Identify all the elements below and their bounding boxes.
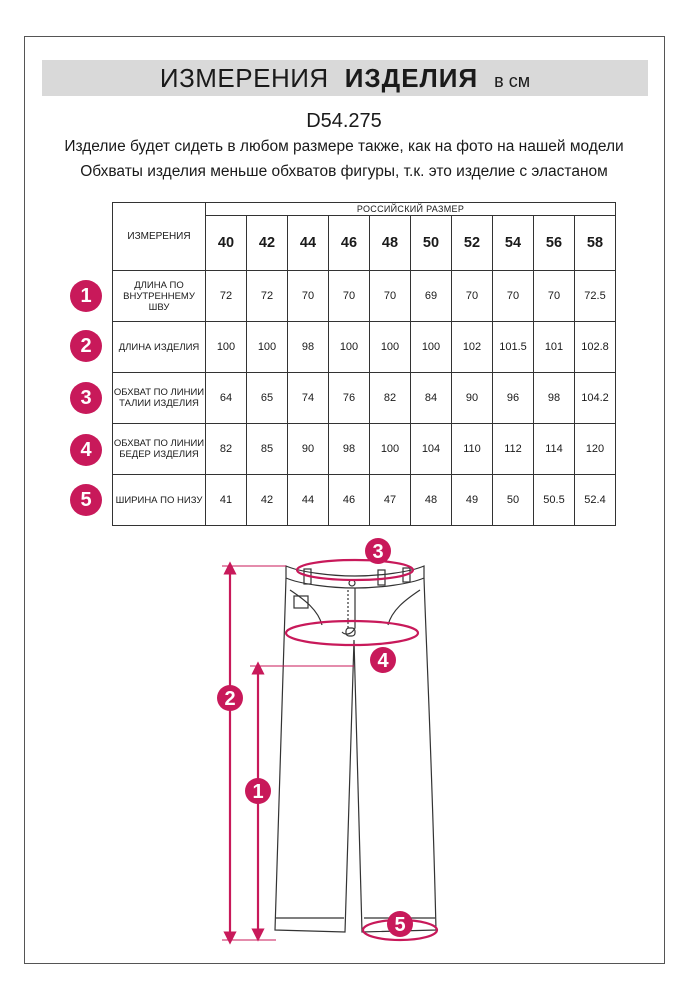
row-label: ОБХВАТ ПО ЛИНИИ ТАЛИИ ИЗДЕЛИЯ	[113, 373, 206, 424]
note-elastane: Обхваты изделия меньше обхватов фигуры, т.к. это изделие с эластаном	[80, 163, 608, 180]
diagram-marker-4	[370, 647, 396, 673]
svg-text:4: 4	[377, 650, 389, 672]
table-cell: 120	[575, 424, 616, 475]
title-bold: ИЗДЕЛИЯ	[344, 63, 479, 93]
table-cell: 50.5	[534, 475, 575, 526]
table-cell: 52.4	[575, 475, 616, 526]
table-cell: 44	[288, 475, 329, 526]
note-fit: Изделие будет сидеть в любом размере также, как на фото на нашей модели	[64, 138, 624, 155]
table-cell: 110	[452, 424, 493, 475]
size-header: 50	[411, 216, 452, 271]
size-header: 54	[493, 216, 534, 271]
size-header: 46	[329, 216, 370, 271]
table-cell: 101	[534, 322, 575, 373]
table-cell: 42	[247, 475, 288, 526]
table-cell: 98	[534, 373, 575, 424]
table-cell: 49	[452, 475, 493, 526]
svg-text:5: 5	[394, 914, 406, 936]
table-cell: 101.5	[493, 322, 534, 373]
table-cell: 47	[370, 475, 411, 526]
table-cell: 82	[206, 424, 247, 475]
table-cell: 98	[329, 424, 370, 475]
table-cell: 70	[534, 271, 575, 322]
table-cell: 90	[288, 424, 329, 475]
table-cell: 102.8	[575, 322, 616, 373]
table-cell: 50	[493, 475, 534, 526]
hip-measure-ellipse	[286, 621, 418, 645]
size-group-header: РОССИЙСКИЙ РАЗМЕР	[206, 203, 616, 216]
table-cell: 90	[452, 373, 493, 424]
size-header: 48	[370, 216, 411, 271]
table-cell: 48	[411, 475, 452, 526]
table-cell: 70	[452, 271, 493, 322]
table-cell: 100	[370, 424, 411, 475]
table-cell: 70	[329, 271, 370, 322]
table-cell: 72	[206, 271, 247, 322]
size-header: 40	[206, 216, 247, 271]
waist-measure-ellipse	[297, 560, 413, 580]
table-cell: 102	[452, 322, 493, 373]
svg-text:1: 1	[252, 781, 264, 803]
table-cell: 76	[329, 373, 370, 424]
table-cell: 69	[411, 271, 452, 322]
table-cell: 104	[411, 424, 452, 475]
row-number-badge: 4	[70, 434, 102, 466]
svg-text:3: 3	[372, 541, 384, 563]
row-label: ДЛИНА ПО ВНУТРЕННЕМУ ШВУ	[113, 271, 206, 322]
table-cell: 85	[247, 424, 288, 475]
diagram-marker-2	[217, 685, 243, 711]
table-cell: 41	[206, 475, 247, 526]
table-cell: 70	[370, 271, 411, 322]
table-cell: 70	[288, 271, 329, 322]
table-cell: 100	[247, 322, 288, 373]
measure-header: ИЗМЕРЕНИЯ	[113, 203, 206, 271]
size-header: 52	[452, 216, 493, 271]
table-cell: 100	[329, 322, 370, 373]
table-cell: 46	[329, 475, 370, 526]
table-cell: 70	[493, 271, 534, 322]
size-header: 44	[288, 216, 329, 271]
title-light: ИЗМЕРЕНИЯ	[159, 63, 329, 93]
table-cell: 74	[288, 373, 329, 424]
table-cell: 72.5	[575, 271, 616, 322]
title-unit: в см	[494, 71, 531, 91]
table-cell: 114	[534, 424, 575, 475]
table-cell: 104.2	[575, 373, 616, 424]
row-label: ОБХВАТ ПО ЛИНИИ БЕДЕР ИЗДЕЛИЯ	[113, 424, 206, 475]
row-number-badge: 3	[70, 382, 102, 414]
row-number-badge: 2	[70, 330, 102, 362]
size-header: 58	[575, 216, 616, 271]
svg-text:2: 2	[224, 688, 236, 710]
size-header: 42	[247, 216, 288, 271]
table-cell: 100	[411, 322, 452, 373]
size-header: 56	[534, 216, 575, 271]
table-cell: 84	[411, 373, 452, 424]
table-cell: 112	[493, 424, 534, 475]
row-number-badge: 1	[70, 280, 102, 312]
diagram-marker-5	[387, 911, 413, 937]
product-code: D54.275	[306, 110, 382, 132]
diagram-marker-1	[245, 778, 271, 804]
table-cell: 100	[370, 322, 411, 373]
table-cell: 72	[247, 271, 288, 322]
row-label: ШИРИНА ПО НИЗУ	[113, 475, 206, 526]
diagram-marker-3	[365, 538, 391, 564]
table-cell: 98	[288, 322, 329, 373]
row-number-badge: 5	[70, 484, 102, 516]
table-cell: 96	[493, 373, 534, 424]
table-cell: 100	[206, 322, 247, 373]
table-cell: 64	[206, 373, 247, 424]
table-cell: 65	[247, 373, 288, 424]
table-cell: 82	[370, 373, 411, 424]
row-label: ДЛИНА ИЗДЕЛИЯ	[113, 322, 206, 373]
measurement-lines	[222, 560, 437, 940]
